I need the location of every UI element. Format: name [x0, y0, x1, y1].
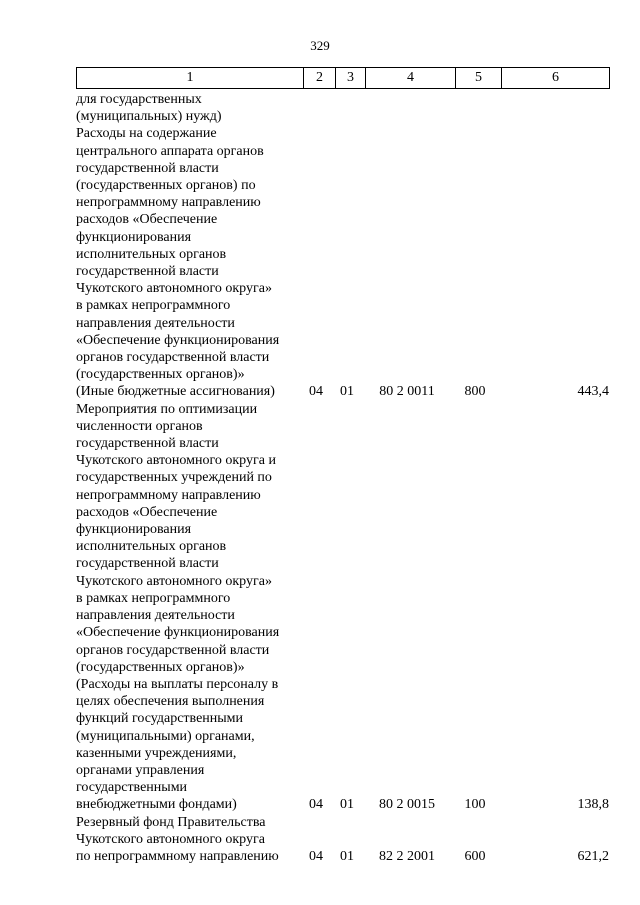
column-header-5: 5	[456, 68, 502, 89]
table-row	[76, 91, 616, 401]
row-target-code: 80 2 0015	[379, 797, 435, 813]
row-section: 04	[309, 797, 323, 813]
column-header-row	[77, 68, 610, 89]
column-header-6: 6	[502, 68, 610, 89]
row-expense-type: 600	[464, 848, 486, 864]
row-subsection: 01	[340, 848, 354, 864]
row-description: Мероприятия по оптимизации численности органов государственной власти Чукотского автономного округа и государственных учреждений по непрограммному направлению расходов «Обеспечение функционирования исполнительных органов государственной власти Чукотского автономного округа» в рамках непрограммного направления деятельности «Обеспечение функционирования органов государственной власти (государственных органов)» (Расходы на выплаты персоналу в целях обеспечения выполнения функций государственными (муниципальными) органами, казенными учреждениями, органами управления государственными внебюджетными фондами)	[76, 401, 280, 813]
table-row	[76, 401, 616, 814]
column-header-3: 3	[336, 68, 366, 89]
row-amount: 443,4	[577, 384, 609, 400]
row-target-code: 82 2 2001	[379, 848, 435, 864]
row-expense-type: 800	[464, 384, 486, 400]
column-header-4: 4	[366, 68, 456, 89]
column-header-table	[76, 67, 610, 89]
row-amount: 138,8	[577, 797, 609, 813]
budget-rows	[76, 91, 616, 865]
row-section: 04	[309, 384, 323, 400]
row-target-code: 80 2 0011	[379, 384, 435, 400]
table-row	[76, 814, 616, 866]
row-description: для государственных (муниципальных) нужд) Расходы на содержание центрального аппарата органов государственной власти (государственных органов) по непрограммному направлению расходов «Обеспечение функционирования исполнительных органов государственной власти Чукотского автономного округа» в рамках непрограммного направления деятельности «Обеспечение функционирования органов государственной власти (государственных органов)» (Иные бюджетные ассигнования)	[76, 92, 280, 400]
row-subsection: 01	[340, 384, 354, 400]
row-amount: 621,2	[577, 848, 609, 864]
column-header-2: 2	[304, 68, 336, 89]
row-description: Резервный фонд Правительства Чукотского автономного округа по непрограммному направлению	[76, 814, 279, 864]
column-header-1: 1	[77, 68, 304, 89]
row-expense-type: 100	[464, 797, 486, 813]
row-subsection: 01	[340, 797, 354, 813]
row-section: 04	[309, 848, 323, 864]
page-number: 329	[310, 38, 330, 53]
